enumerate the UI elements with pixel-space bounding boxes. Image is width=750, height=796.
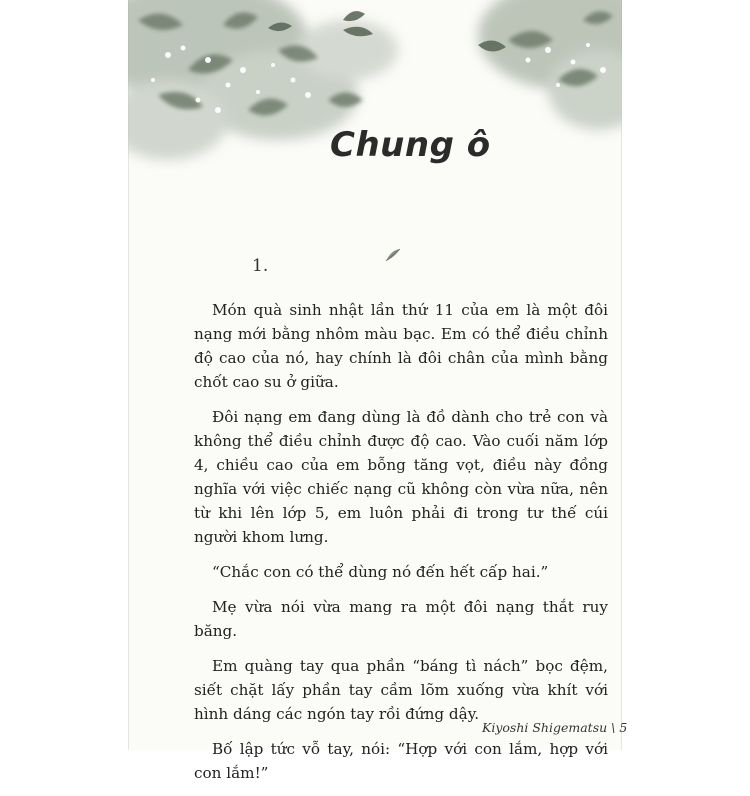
paragraph: Món quà sinh nhật lần thứ 11 của em là một đôi nạng mới bằng nhôm màu bạc. Em có thể điều chỉnh độ cao của nó, hay chính là đôi chân của mình bằng chốt cao su ở giữa.	[194, 301, 608, 391]
paragraph: “Chắc con có thể dùng nó đến hết cấp hai.”	[212, 563, 549, 581]
chapter-title: Chung ô	[330, 125, 491, 165]
page-number: 5	[619, 720, 628, 735]
leaf-ornament-icon	[385, 248, 401, 262]
section-number: 1.	[252, 256, 269, 276]
footer-separator: \	[611, 720, 616, 735]
paragraph: Bố lập tức vỗ tay, nói: “Hợp với con lắm, hợp với con lắm!”	[194, 740, 608, 782]
paragraph: Đôi nạng em đang dùng là đồ dành cho trẻ con và không thể điều chỉnh được độ cao. Vào cuối năm lớp 4, chiều cao của em bỗng tăng vọt, điều này đồng nghĩa với việc chiếc nạng cũ không còn vừa nữa, nên từ khi lên lớp 5, em luôn phải đi trong tư thế cúi người khom lưng.	[194, 408, 608, 546]
paragraph: Em quàng tay qua phần “báng tì nách” bọc đệm, siết chặt lấy phần tay cầm lõm xuống vừa khít với hình dáng các ngón tay rồi đứng dậy.	[194, 657, 608, 723]
paragraph: Mẹ vừa nói vừa mang ra một đôi nạng thắt ruy băng.	[194, 598, 608, 640]
author-name: Kiyoshi Shigematsu	[482, 720, 608, 735]
page-footer	[482, 720, 627, 735]
